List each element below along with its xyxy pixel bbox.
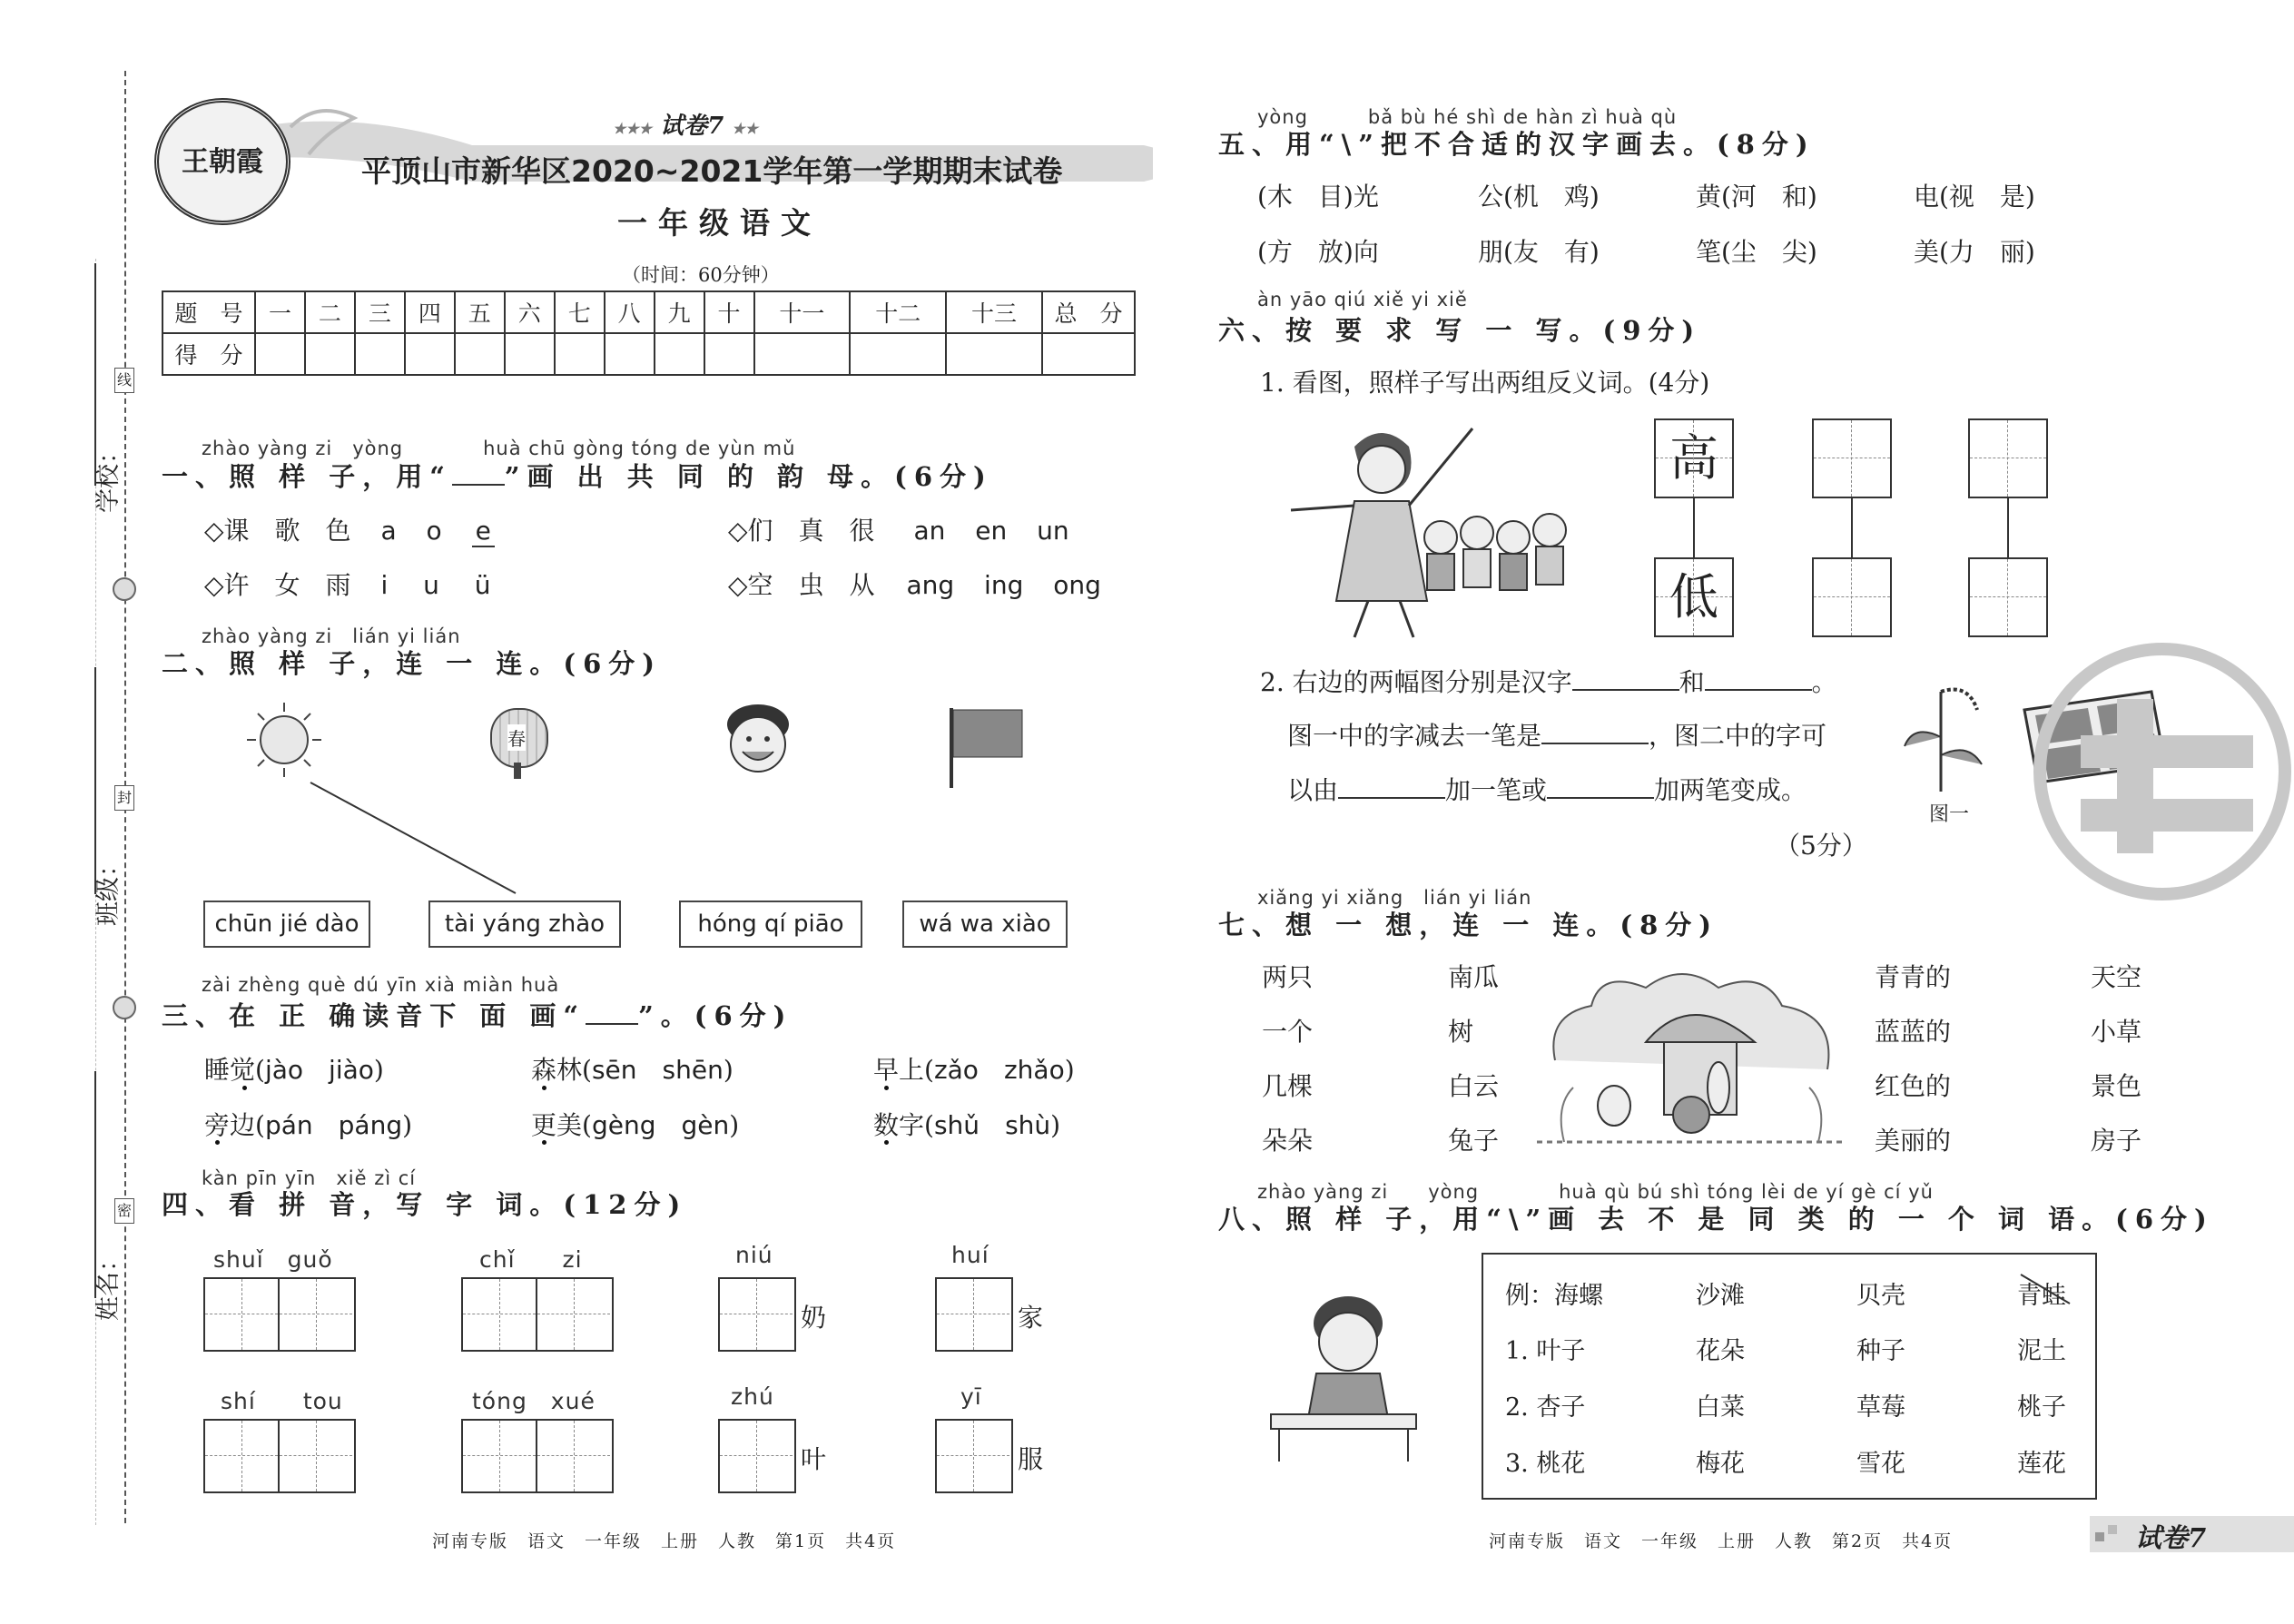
q5-pinyin: yòng bǎ bù hé shì de hàn zì huà qù [1257, 106, 1678, 128]
q1-title: 一、照 样 子，用“ ”画 出 共 同 的 韵 母。(6分) [162, 461, 993, 492]
binding-hole-icon [113, 996, 136, 1019]
score-input-cell[interactable] [455, 333, 505, 375]
q3-item: 早上(zǎo zhǎo) [873, 1055, 1075, 1085]
q8-word[interactable]: 花朵 [1696, 1337, 1745, 1365]
q4-word-pinyin: tóng xué [472, 1388, 596, 1414]
antonym-input-box[interactable] [1968, 418, 2048, 498]
q5-item: (方 放)向 [1257, 237, 1379, 267]
writing-grid[interactable] [718, 1277, 796, 1352]
writing-grid[interactable] [461, 1277, 614, 1352]
score-input-row [162, 333, 1135, 375]
mother-children-illustration [1282, 419, 1586, 642]
score-input-cell[interactable] [255, 333, 305, 375]
score-header-cell: 二 [305, 291, 355, 333]
lantern-char: 春 [507, 724, 526, 751]
stars-left-icon: ★★★ [613, 120, 653, 137]
q4-suffix: 家 [1018, 1303, 1044, 1333]
blank-input[interactable] [1338, 797, 1445, 799]
q4-suffix: 叶 [801, 1444, 827, 1474]
q1-item: ◇们 真 很 an en un [728, 516, 1069, 546]
q8-word[interactable]: 梅花 [1696, 1450, 1745, 1478]
fig1-label: 图一 [1929, 803, 1970, 826]
match-line-example [309, 781, 527, 899]
score-label-cell: 得 分 [162, 333, 255, 375]
score-header-cell: 题 号 [162, 291, 255, 333]
q4-suffix: 服 [1018, 1444, 1044, 1474]
binding-hole-icon [113, 577, 136, 601]
q7-right-noun[interactable]: 景色 [2091, 1071, 2142, 1101]
score-input-cell[interactable] [305, 333, 355, 375]
q8-word[interactable]: 草莓 [1856, 1393, 1905, 1422]
stress-dot [884, 1140, 889, 1145]
score-table [162, 290, 1136, 376]
q8-word[interactable]: 贝壳 [1856, 1282, 1905, 1310]
q1-item: ◇课 歌 色 a o e [204, 511, 495, 547]
score-header-cell: 十 [704, 291, 754, 333]
q5-item: 朋(友 有) [1478, 237, 1600, 267]
q8-word[interactable]: 3. 桃花 [1505, 1450, 1586, 1478]
q3-item: 数字(shǔ shù) [873, 1110, 1061, 1140]
q6-title: 六、按 要 求 写 一 写。(9分) [1218, 315, 1702, 346]
q8-word[interactable]: 雪花 [1856, 1450, 1905, 1478]
writing-grid[interactable] [203, 1277, 356, 1352]
q8-word[interactable]: 泥土 [2017, 1337, 2066, 1365]
blank-input[interactable] [1541, 743, 1649, 744]
writing-grid[interactable] [718, 1419, 796, 1493]
publisher-logo [154, 98, 290, 225]
score-input-cell[interactable] [704, 333, 754, 375]
school-label: 学校： [94, 439, 123, 513]
stress-dot [884, 1086, 889, 1090]
sun-icon [243, 699, 325, 781]
q3-item: 旁边(pán páng) [204, 1110, 413, 1140]
q7-left-noun[interactable]: 兔子 [1448, 1126, 1500, 1156]
seal-seal-mark: 封 [114, 785, 134, 811]
q7-right-adj[interactable]: 美丽的 [1875, 1126, 1952, 1156]
seal-secret-mark: 密 [114, 1198, 134, 1224]
rice-plant-icon [1886, 674, 1995, 796]
paper-number: 试卷7 [660, 113, 724, 140]
q7-left-noun[interactable]: 南瓜 [1448, 962, 1500, 992]
score-header-cell: 五 [455, 291, 505, 333]
q3-item: 更美(gèng gèn) [531, 1110, 740, 1140]
q4-word-pinyin: zhú [731, 1383, 774, 1410]
q7-right-noun[interactable]: 房子 [2091, 1126, 2142, 1156]
exam-subject: 一年级语文 [617, 205, 822, 241]
score-header-cell: 六 [505, 291, 555, 333]
q4-word-pinyin: huí [951, 1242, 989, 1268]
antonym-box-example: 低 [1654, 557, 1734, 637]
red-flag-icon [946, 706, 1024, 790]
footer-left: 河南专版 语文 一年级 上册 人教 第1页 共4页 [432, 1531, 897, 1551]
q5-title: 五、用“\”把不合适的汉字画去。(8分) [1218, 129, 1816, 160]
pinyin-box-2[interactable]: tài yáng zhào [428, 901, 621, 948]
rabbit-house-illustration [1537, 951, 1846, 1156]
pinyin-box-1[interactable]: chūn jié dào [203, 901, 370, 948]
q8-word[interactable]: 莲花 [2017, 1450, 2066, 1478]
score-header-cell: 十二 [850, 291, 946, 333]
q5-item: 黄(河 和) [1696, 182, 1817, 212]
q3-pinyin: zài zhèng què dú yīn xià miàn huà [202, 974, 560, 996]
thinking-boy-illustration [1266, 1287, 1421, 1464]
q7-right-adj[interactable]: 红色的 [1875, 1071, 1952, 1101]
score-header-cell: 三 [355, 291, 405, 333]
score-input-cell[interactable] [355, 333, 405, 375]
q8-title: 八、照 样 子，用“\”画 去 不 是 同 类 的 一 个 词 语。(6分) [1218, 1204, 2214, 1235]
q8-word[interactable]: 例：海螺 [1505, 1282, 1603, 1310]
antonym-input-box[interactable] [1812, 557, 1892, 637]
footer-right: 河南专版 语文 一年级 上册 人教 第2页 共4页 [1489, 1531, 1954, 1551]
q7-right-adj[interactable]: 青青的 [1875, 962, 1952, 992]
blank-input[interactable] [1547, 797, 1654, 799]
score-input-cell[interactable] [655, 333, 704, 375]
q7-left-word[interactable]: 几棵 [1262, 1071, 1314, 1101]
writing-grid[interactable] [935, 1277, 1013, 1352]
q8-word[interactable]: 青蛙 [2017, 1282, 2066, 1310]
q5-item: 美(力 丽) [1914, 237, 2035, 267]
q2-pinyin: zhào yàng zi lián yi lián [202, 625, 461, 647]
score-header-cell: 一 [255, 291, 305, 333]
paper-tab [2090, 1516, 2294, 1552]
q8-word[interactable]: 2. 杏子 [1505, 1393, 1586, 1422]
stress-dot [215, 1140, 220, 1145]
writing-grid[interactable] [203, 1419, 356, 1493]
q5-item: 公(机 鸡) [1478, 182, 1600, 212]
lantern-icon [490, 708, 548, 768]
q4-suffix: 奶 [801, 1303, 827, 1333]
q1-pinyin: zhào yàng zi yòng huà chū gòng tóng de yùn mǔ [202, 438, 796, 459]
q1-item: ◇空 虫 从 ang ing ong [728, 570, 1101, 600]
q5-item: 电(视 是) [1914, 182, 2035, 212]
score-header-cell: 总 分 [1042, 291, 1135, 333]
q7-left-word[interactable]: 一个 [1262, 1017, 1314, 1047]
score-header-cell: 九 [655, 291, 704, 333]
q6-pinyin: àn yāo qiú xiě yi xiě [1257, 289, 1468, 310]
score-input-cell[interactable] [405, 333, 455, 375]
q3-item: 森林(sēn shēn) [531, 1055, 733, 1085]
score-header-cell: 八 [605, 291, 655, 333]
q4-word-pinyin: shuǐ guǒ [213, 1246, 333, 1273]
q5-item: (木 目)光 [1257, 182, 1379, 212]
antonym-input-box[interactable] [1812, 418, 1892, 498]
q7-left-word[interactable]: 朵朵 [1262, 1126, 1314, 1156]
q7-right-noun[interactable]: 天空 [2091, 962, 2142, 992]
q1-item: ◇许 女 雨 i u ü [204, 570, 491, 600]
writing-grid[interactable] [461, 1419, 614, 1493]
seal-line-mark: 线 [114, 368, 134, 393]
q8-word[interactable]: 白菜 [1696, 1393, 1745, 1422]
antonym-box-example: 高 [1654, 418, 1734, 498]
q5-item: 笔(尘 尖) [1696, 237, 1817, 267]
q8-pinyin: zhào yàng zi yòng huà qù bú shì tóng lèi de yí gè cí yǔ [1257, 1181, 1934, 1203]
q4-word-pinyin: chǐ zi [479, 1246, 583, 1273]
logo-text: 王朝霞 [182, 146, 263, 178]
q6-sub2-line1: 2. 右边的两幅图分别是汉字 和 。 [1260, 667, 1837, 697]
score-input-cell[interactable] [946, 333, 1042, 375]
score-input-cell[interactable] [1042, 333, 1135, 375]
blank-input[interactable] [1705, 689, 1812, 691]
q7-pinyin: xiǎng yi xiǎng lián yi lián [1257, 887, 1532, 909]
stress-dot [542, 1140, 546, 1145]
score-header-cell: 十三 [946, 291, 1042, 333]
blank-input[interactable] [1572, 689, 1679, 691]
stars-right-icon: ★★ [732, 120, 758, 137]
paper-tab-label: 试卷7 [2135, 1522, 2207, 1553]
q7-left-word[interactable]: 两只 [1262, 962, 1314, 992]
q8-word[interactable]: 种子 [1856, 1337, 1905, 1365]
q4-word-pinyin: shí tou [221, 1388, 343, 1414]
q8-word[interactable]: 沙滩 [1696, 1282, 1745, 1310]
score-input-cell[interactable] [555, 333, 605, 375]
q7-right-noun[interactable]: 小草 [2091, 1017, 2142, 1047]
score-header-row [162, 291, 1135, 333]
q4-word-pinyin: yī [960, 1383, 982, 1410]
writing-grid[interactable] [935, 1419, 1013, 1493]
strike-mark-icon [2015, 1271, 2075, 1307]
secret-seal-watermark-icon [2017, 626, 2294, 926]
q7-left-noun[interactable]: 白云 [1448, 1071, 1500, 1101]
q4-pinyin: kàn pīn yīn xiě zì cí [202, 1167, 417, 1189]
score-input-cell[interactable] [605, 333, 655, 375]
score-header-cell: 七 [555, 291, 605, 333]
q4-word-pinyin: niú [735, 1242, 773, 1268]
name-label: 姓名： [94, 1247, 123, 1321]
exam-time: （时间：60分钟） [622, 264, 780, 286]
q7-left-noun[interactable]: 树 [1448, 1017, 1474, 1047]
q7-right-adj[interactable]: 蓝蓝的 [1875, 1017, 1952, 1047]
q6-sub2-score: （5分） [1775, 831, 1867, 861]
q6-sub1: 1. 看图，照样子写出两组反义词。(4分) [1260, 368, 1710, 398]
q4-title: 四、看 拼 音，写 字 词。(12分) [162, 1189, 688, 1220]
q3-item: 睡觉(jào jiào) [204, 1055, 384, 1085]
exam-title: 平顶山市新华区2020~2021学年第一学期期末试卷 [361, 153, 1063, 189]
q8-word[interactable]: 桃子 [2017, 1393, 2066, 1422]
pinyin-box-4[interactable]: wá wa xiào [902, 901, 1068, 948]
antonym-input-box[interactable] [1968, 557, 2048, 637]
q7-title: 七、想 一 想，连 一 连。(8分) [1218, 910, 1719, 940]
smiling-child-icon [717, 697, 799, 784]
stress-dot [242, 1086, 247, 1090]
score-header-cell: 十一 [754, 291, 851, 333]
stress-dot [542, 1086, 546, 1090]
pinyin-box-3[interactable]: hóng qí piāo [679, 901, 862, 948]
q6-sub2-line3: 以由 加一笔或 加两笔变成。 [1287, 775, 1807, 805]
q3-title: 三、在 正 确读音下 面 画“ ”。(6分) [162, 1000, 793, 1031]
q6-sub2-line2: 图一中的字减去一笔是 ，图二中的字可 [1287, 721, 1827, 751]
class-label: 班级： [94, 852, 123, 926]
score-input-cell[interactable] [850, 333, 946, 375]
score-input-cell[interactable] [505, 333, 555, 375]
score-input-cell[interactable] [754, 333, 851, 375]
q8-word[interactable]: 1. 叶子 [1505, 1337, 1586, 1365]
q2-title: 二、照 样 子，连 一 连。(6分) [162, 648, 663, 679]
score-header-cell: 四 [405, 291, 455, 333]
